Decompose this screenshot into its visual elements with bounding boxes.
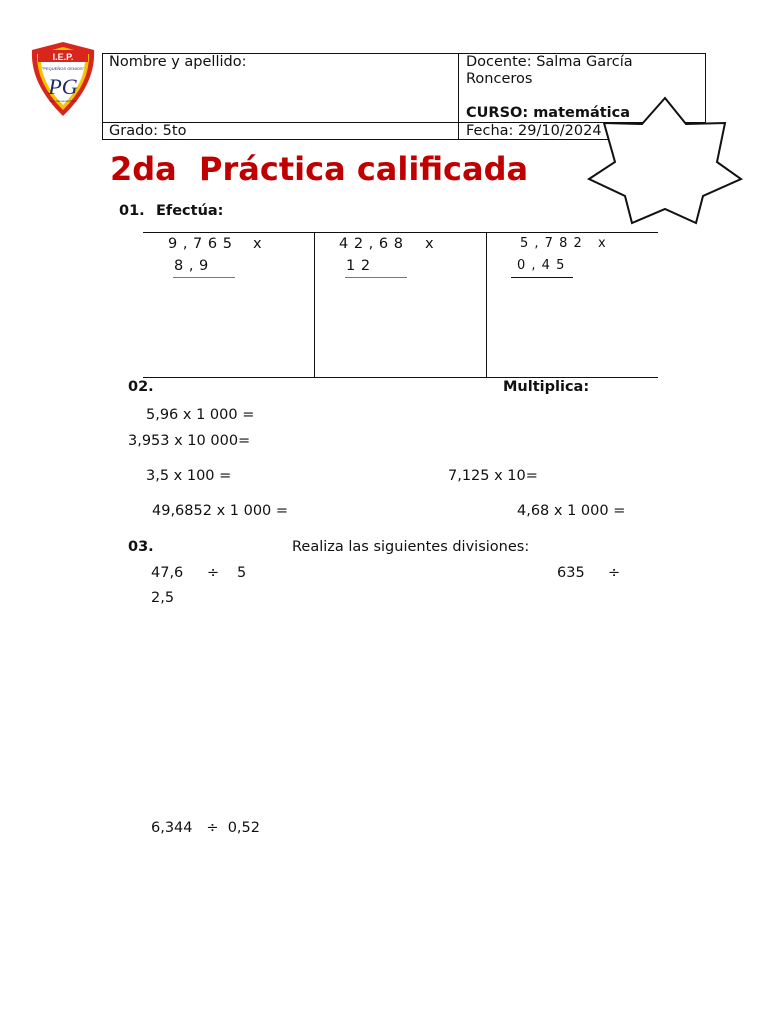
multiplication-item: 4,68 x 1 000 =: [517, 503, 626, 519]
op3-times-sign: x: [598, 236, 606, 251]
section3-instruction: Realiza las siguientes divisiones:: [292, 539, 530, 555]
division3: 6,344 ÷ 0,52: [151, 820, 260, 836]
teacher-name: Docente: Salma García Ronceros: [466, 54, 633, 87]
division1-dividend: 47,6: [151, 565, 184, 581]
op2-multiplier: 1 2: [346, 258, 371, 274]
op2-multiplicand: 4 2 , 6 8: [339, 236, 404, 252]
school-logo: [28, 40, 98, 118]
op1-multiplier: 8 , 9: [174, 258, 209, 274]
name-field-label: Nombre y apellido:: [109, 54, 247, 70]
op1-multiplicand: 9 , 7 6 5: [168, 236, 233, 252]
logo-monogram: PG: [48, 74, 78, 99]
division-sign: ÷: [608, 565, 621, 581]
op1-times-sign: x: [253, 236, 262, 252]
multiplication-item: 5,96 x 1 000 =: [146, 407, 255, 423]
logo-top-text: I.E.P.: [52, 52, 74, 62]
multiplication-item: 7,125 x 10=: [448, 468, 538, 484]
op2-times-sign: x: [425, 236, 434, 252]
grade-label: Grado: 5to: [109, 123, 187, 139]
section3-number: 03.: [128, 539, 154, 555]
logo-place: San Clemente Pisco: [49, 99, 77, 103]
date-label: Fecha: 29/10/2024: [466, 123, 602, 139]
op3-multiplier: 0 , 4 5: [517, 258, 566, 273]
section2-instruction: Multiplica:: [503, 379, 590, 395]
course-label: CURSO: matemática: [466, 105, 631, 121]
division1-divisor: 5: [237, 565, 247, 581]
page-title: 2da Práctica calificada: [110, 150, 529, 188]
multiplication-item: 49,6852 x 1 000 =: [152, 503, 289, 519]
section2-number: 02.: [128, 379, 154, 395]
division-sign: ÷: [207, 565, 220, 581]
multiplication-item: 3,953 x 10 000=: [128, 433, 251, 449]
op3-multiplicand: 5 , 7 8 2: [520, 236, 583, 251]
multiplication-item: 3,5 x 100 =: [146, 468, 232, 484]
school-shield-icon: [28, 40, 98, 118]
grade-star-icon: [586, 95, 744, 229]
section1-instruction: Efectúa:: [156, 203, 224, 219]
section1-number: 01.: [119, 203, 145, 219]
logo-motto: "PEQUEÑOS GENIOS": [41, 66, 85, 71]
division2-dividend: 635: [557, 565, 585, 581]
division2-divisor: 2,5: [151, 590, 175, 606]
